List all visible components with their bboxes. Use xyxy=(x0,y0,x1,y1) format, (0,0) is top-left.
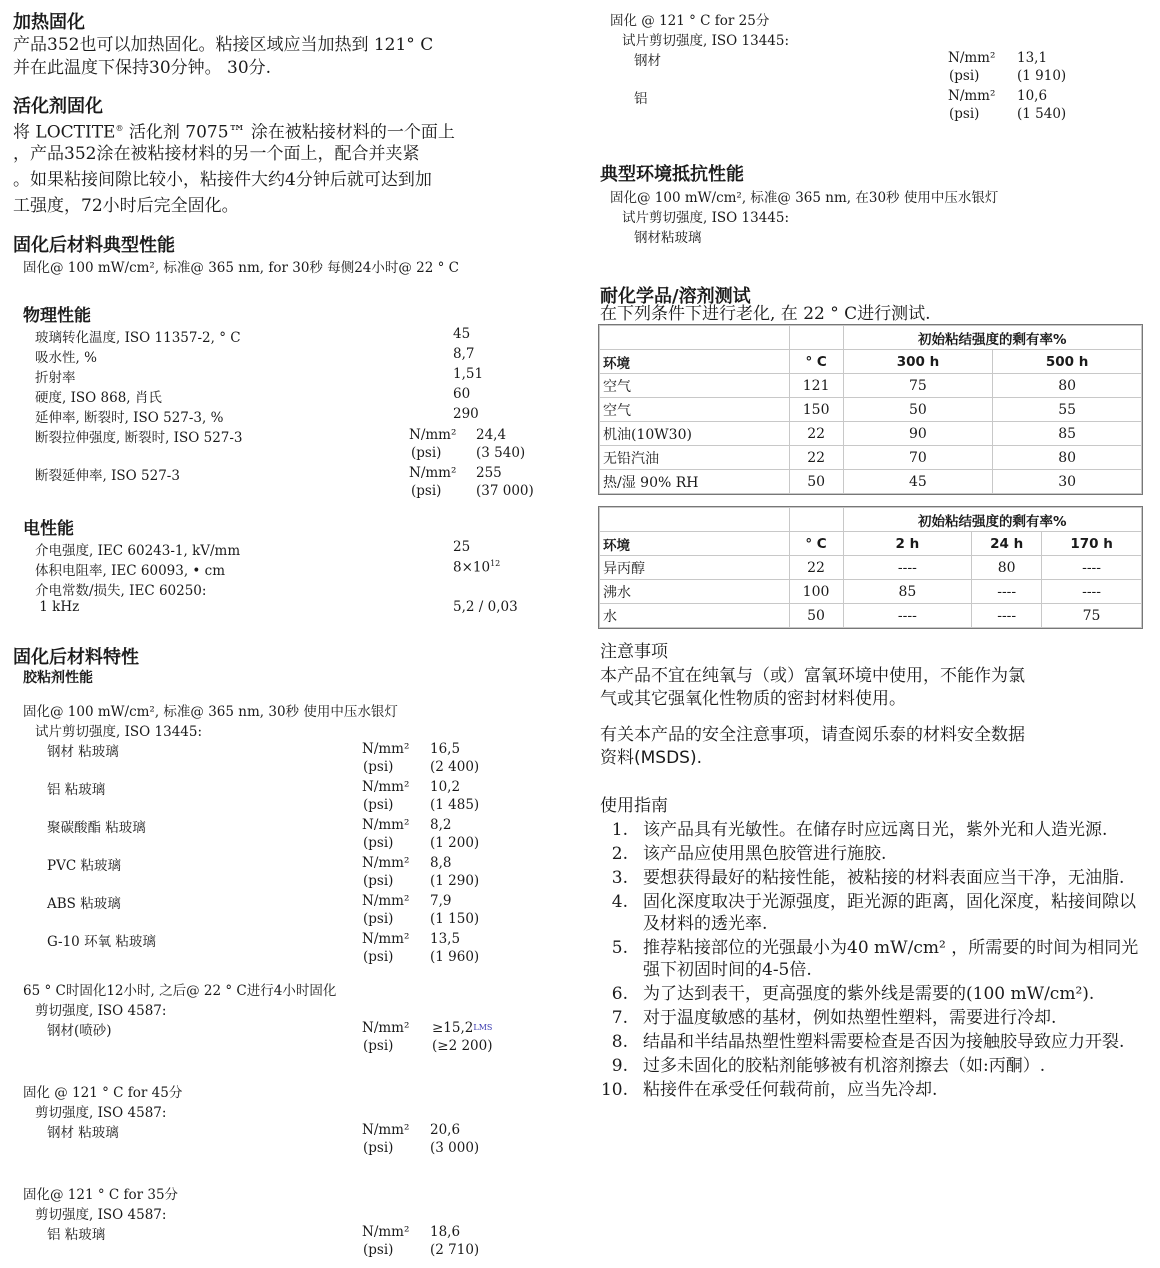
shear-row-label: G-10 环氧 粘玻璃 xyxy=(47,934,156,950)
resistivity-base: 8×10 xyxy=(453,559,491,576)
column-header: ° C xyxy=(789,532,843,556)
unit-nmm2: N/mm² xyxy=(362,1122,410,1138)
list-item xyxy=(600,937,1145,981)
cure-65-label: 钢材(喷砂) xyxy=(47,1023,112,1039)
list-item xyxy=(600,867,1145,889)
item-text: 固化深度取决于光源强度，距光源的距离，固化深度，粘接间隙以及材料的透光率. xyxy=(643,892,1136,934)
table-cell: 22 xyxy=(789,556,843,580)
cure-25-label: 铝 xyxy=(634,91,648,107)
cure-45-test: 剪切强度, ISO 4587: xyxy=(35,1105,167,1121)
physical-row-label: 玻璃转化温度, ISO 11357-2, ° C xyxy=(35,330,241,346)
loctite-text: 将 LOCTITE xyxy=(13,122,116,143)
list-item xyxy=(600,1055,1145,1077)
physical-row-value: 290 xyxy=(453,406,479,422)
item-text: 结晶和半结晶热塑性塑料需要检查是否因为接触胶导致应力开裂. xyxy=(643,1032,1125,1052)
activator-cure-line4: 工强度，72小时后完全固化。 xyxy=(13,196,239,216)
resistivity-exponent: 12 xyxy=(490,559,501,568)
item-text: 过多未固化的胶粘剂能够被有机溶剂擦去（如:丙酮）. xyxy=(643,1056,1046,1076)
table-row xyxy=(600,446,1142,470)
cure-35-label: 铝 粘玻璃 xyxy=(47,1227,106,1243)
unit-psi: (psi) xyxy=(363,873,394,889)
unit-nmm2: N/mm² xyxy=(362,817,410,833)
table-cell: 空气 xyxy=(600,398,790,422)
activator-cure-title: 活化剂固化 xyxy=(13,96,103,117)
cure-45-condition: 固化 @ 121 ° C for 45分 xyxy=(23,1085,183,1101)
table-cell: 85 xyxy=(843,580,972,604)
table-row xyxy=(600,580,1142,604)
table-cell: 22 xyxy=(789,422,843,446)
table-cell xyxy=(789,326,843,350)
activator-text: 活化剂 7075™ 涂在被粘接材料的一个面上 xyxy=(123,122,455,143)
table-cell: 55 xyxy=(993,398,1142,422)
value-nmm2: 255 xyxy=(476,465,502,481)
cured-typical-condition: 固化@ 100 mW/cm², 标准@ 365 nm, for 30秒 每侧24小时@ 22 ° C xyxy=(23,260,460,276)
value-nmm2: 8,8 xyxy=(430,855,452,871)
list-item xyxy=(600,891,1145,935)
physical-dual-label: 断裂拉伸强度, 断裂时, ISO 527-3 xyxy=(35,430,243,446)
shear-row-label: ABS 粘玻璃 xyxy=(47,896,121,912)
physical-row-label: 折射率 xyxy=(35,370,76,386)
cure-65-condition: 65 ° C时固化12小时, 之后@ 22 ° C进行4小时固化 xyxy=(23,983,337,999)
physical-row-label: 硬度, ISO 868, 肖氏 xyxy=(35,390,162,406)
column-header: 环境 xyxy=(600,350,790,374)
unit-nmm2: N/mm² xyxy=(409,465,457,481)
unit-psi: (psi) xyxy=(363,949,394,965)
heat-cure-line2: 并在此温度下保持30分钟。 30分. xyxy=(13,58,272,78)
table-cell: 50 xyxy=(789,604,843,628)
cured-props-title: 固化后材料特性 xyxy=(13,647,139,668)
activator-cure-line2: ，产品352涂在被粘接材料的另一个面上，配合并夹紧 xyxy=(13,144,420,164)
item-number: 8. xyxy=(611,1032,628,1052)
column-header: 环境 xyxy=(600,532,790,556)
caution-para1-line2: 气或其它强氧化性物质的密封材料使用。 xyxy=(600,689,906,709)
value-nmm2 xyxy=(432,1019,492,1037)
value-nmm2: 24,4 xyxy=(476,427,507,443)
item-number: 5. xyxy=(611,938,628,958)
table-cell: 121 xyxy=(789,374,843,398)
table-cell: 热/湿 90% RH xyxy=(600,470,790,494)
physical-row-value: 60 xyxy=(453,386,471,402)
table-cell: 22 xyxy=(789,446,843,470)
value-nmm2: 18,6 xyxy=(430,1224,461,1240)
value-psi: (37 000) xyxy=(476,483,534,499)
physical-row-label: 吸水性, % xyxy=(35,350,97,366)
unit-psi: (psi) xyxy=(363,835,394,851)
value-nmm2: 10,2 xyxy=(430,779,461,795)
group-header: 初始粘结强度的剩有率% xyxy=(843,326,1141,350)
cure-45-label: 钢材 粘玻璃 xyxy=(47,1125,119,1141)
cure-25-condition: 固化 @ 121 ° C for 25分 xyxy=(610,13,770,29)
value-psi: (≥2 200) xyxy=(432,1038,493,1054)
list-item xyxy=(600,1007,1145,1029)
electrical-row-value: 5,2 / 0,03 xyxy=(453,599,518,615)
value-psi: (1 200) xyxy=(430,835,480,851)
table-row xyxy=(600,422,1142,446)
group-header: 初始粘结强度的剩有率% xyxy=(843,508,1141,532)
chem-table-2 xyxy=(599,507,1142,628)
value-nmm2: 7,9 xyxy=(430,893,452,909)
physical-dual-label: 断裂延伸率, ISO 527-3 xyxy=(35,468,180,484)
unit-nmm2: N/mm² xyxy=(362,855,410,871)
unit-nmm2: N/mm² xyxy=(362,779,410,795)
list-item xyxy=(600,983,1145,1005)
item-text: 推荐粘接部位的光强最小为40 mW/cm² ，所需要的时间为相同光强下初固时间的4-5倍. xyxy=(643,938,1139,980)
table-cell xyxy=(600,326,790,350)
table-cell: ---- xyxy=(972,604,1042,628)
chem-table-1 xyxy=(599,325,1142,494)
table-row xyxy=(600,470,1142,494)
item-text: 粘接件在承受任何载荷前，应当先冷却. xyxy=(643,1080,938,1100)
value-psi: (3 540) xyxy=(476,445,526,461)
physical-title: 物理性能 xyxy=(23,306,91,326)
cured-props-test: 试片剪切强度, ISO 13445: xyxy=(35,724,203,740)
item-text: 该产品应使用黑色胶管进行施胶. xyxy=(643,844,887,864)
unit-nmm2: N/mm² xyxy=(362,1020,410,1036)
value-psi: (3 000) xyxy=(430,1140,480,1156)
cured-props-subtitle: 胶粘剂性能 xyxy=(23,670,93,686)
table-cell: 机油(10W30) xyxy=(600,422,790,446)
caution-para2-line1: 有关本产品的安全注意事项，请查阅乐泰的材料安全数据 xyxy=(600,725,1025,745)
unit-nmm2: N/mm² xyxy=(948,50,996,66)
table-cell xyxy=(600,508,790,532)
value-nmm2: 16,5 xyxy=(430,741,461,757)
table-cell: 150 xyxy=(789,398,843,422)
table-cell: ---- xyxy=(843,604,972,628)
table-row xyxy=(600,398,1142,422)
table-cell: 90 xyxy=(843,422,993,446)
heat-cure-title: 加热固化 xyxy=(13,12,85,33)
cure-25-test: 试片剪切强度, ISO 13445: xyxy=(622,33,790,49)
list-item xyxy=(600,819,1145,841)
table-row xyxy=(600,556,1142,580)
env-resistance-label: 钢材粘玻璃 xyxy=(634,230,702,246)
unit-psi: (psi) xyxy=(363,759,394,775)
list-item xyxy=(600,1079,1145,1101)
item-number: 1. xyxy=(611,820,628,840)
env-resistance-test: 试片剪切强度, ISO 13445: xyxy=(622,210,790,226)
table-row xyxy=(600,604,1142,628)
unit-nmm2: N/mm² xyxy=(362,741,410,757)
table-cell: 75 xyxy=(843,374,993,398)
unit-psi: (psi) xyxy=(949,106,980,122)
chem-subtitle: 在下列条件下进行老化, 在 22 ° C进行测试. xyxy=(600,304,931,324)
electrical-row-label: 体积电阻率, IEC 60093, • cm xyxy=(35,563,226,579)
env-resistance-title: 典型环境抵抗性能 xyxy=(600,164,744,185)
physical-row-value: 8,7 xyxy=(453,346,475,362)
physical-row-label: 延伸率, 断裂时, ISO 527-3, % xyxy=(35,410,224,426)
unit-nmm2: N/mm² xyxy=(362,1224,410,1240)
table-cell: 沸水 xyxy=(600,580,790,604)
value-nmm2: 13,5 xyxy=(430,931,461,947)
table-cell: 45 xyxy=(843,470,993,494)
value-nmm2: 20,6 xyxy=(430,1122,461,1138)
column-header: 500 h xyxy=(993,350,1142,374)
cured-props-condition: 固化@ 100 mW/cm², 标准@ 365 nm, 30秒 使用中压水银灯 xyxy=(23,704,398,720)
table-cell: 无铅汽油 xyxy=(600,446,790,470)
item-number: 4. xyxy=(611,892,628,912)
unit-psi: (psi) xyxy=(363,911,394,927)
column-header: 300 h xyxy=(843,350,993,374)
guide-list xyxy=(600,819,1145,1103)
value-psi: (1 150) xyxy=(430,911,480,927)
table-header-row xyxy=(600,350,1142,374)
lms-superscript: LMS xyxy=(473,1023,493,1032)
table-header-row xyxy=(600,326,1142,350)
column-header: 24 h xyxy=(972,532,1042,556)
value-psi: (2 400) xyxy=(430,759,480,775)
value-psi: (1 290) xyxy=(430,873,480,889)
item-text: 为了达到表干，更高强度的紫外线是需要的(100 mW/cm²). xyxy=(643,984,1095,1004)
unit-nmm2: N/mm² xyxy=(409,427,457,443)
activator-cure-line3: 。如果粘接间隙比较小，粘接件大约4分钟后就可达到加 xyxy=(13,170,432,190)
column-header: ° C xyxy=(789,350,843,374)
value-psi: (1 485) xyxy=(430,797,480,813)
env-resistance-condition: 固化@ 100 mW/cm², 标准@ 365 nm, 在30秒 使用中压水银灯 xyxy=(610,190,999,206)
value-psi: (2 710) xyxy=(430,1242,480,1258)
unit-nmm2: N/mm² xyxy=(948,88,996,104)
item-number: 7. xyxy=(611,1008,628,1028)
electrical-row-value: 25 xyxy=(453,539,471,555)
unit-psi: (psi) xyxy=(363,1242,394,1258)
caution-para1-line1: 本产品不宜在纯氧与（或）富氧环境中使用，不能作为氯 xyxy=(600,666,1025,686)
heat-cure-line1: 产品352也可以加热固化。粘接区域应当加热到 121° C xyxy=(13,35,434,55)
item-number: 2. xyxy=(611,844,628,864)
shear-row-label: 钢材 粘玻璃 xyxy=(47,744,119,760)
table-row xyxy=(600,374,1142,398)
electrical-row-value xyxy=(453,559,500,576)
unit-psi: (psi) xyxy=(411,445,442,461)
caution-para2-line2: 资料(MSDS). xyxy=(600,748,703,768)
cure-35-test: 剪切强度, ISO 4587: xyxy=(35,1207,167,1223)
unit-nmm2: N/mm² xyxy=(362,931,410,947)
table-cell: 50 xyxy=(843,398,993,422)
activator-cure-line1 xyxy=(13,117,455,145)
table-cell: 异丙醇 xyxy=(600,556,790,580)
registered-mark: ® xyxy=(115,124,124,133)
table-header-row xyxy=(600,532,1142,556)
item-number: 6. xyxy=(611,984,628,1004)
table-cell: ---- xyxy=(972,580,1042,604)
unit-psi: (psi) xyxy=(411,483,442,499)
cure-35-condition: 固化@ 121 ° C for 35分 xyxy=(23,1187,179,1203)
value-psi: (1 540) xyxy=(1017,106,1067,122)
electrical-row-label: 1 kHz xyxy=(35,599,80,615)
unit-nmm2: N/mm² xyxy=(362,893,410,909)
item-number: 3. xyxy=(611,868,628,888)
table-cell: 80 xyxy=(993,446,1142,470)
item-text: 该产品具有光敏性。在储存时应远离日光，紫外光和人造光源. xyxy=(643,820,1108,840)
item-number: 10. xyxy=(600,1080,628,1100)
column-header: 2 h xyxy=(843,532,972,556)
unit-psi: (psi) xyxy=(363,797,394,813)
table-cell: 70 xyxy=(843,446,993,470)
list-item xyxy=(600,1031,1145,1053)
value-nmm2: 13,1 xyxy=(1017,50,1048,66)
item-text: 对于温度敏感的基材，例如热塑性塑料，需要进行冷却. xyxy=(643,1008,1057,1028)
shear-row-label: 铝 粘玻璃 xyxy=(47,782,106,798)
value-psi: (1 960) xyxy=(430,949,480,965)
table-cell: 75 xyxy=(1042,604,1142,628)
list-item xyxy=(600,843,1145,865)
item-text: 要想获得最好的粘接性能，被粘接的材料表面应当干净，无油脂. xyxy=(643,868,1125,888)
table-cell: 80 xyxy=(972,556,1042,580)
unit-psi: (psi) xyxy=(363,1038,394,1054)
table-cell: 100 xyxy=(789,580,843,604)
electrical-row-label: 介电常数/损失, IEC 60250: xyxy=(35,583,207,599)
unit-psi: (psi) xyxy=(363,1140,394,1156)
item-number: 9. xyxy=(611,1056,628,1076)
caution-title: 注意事项 xyxy=(600,642,668,662)
table-cell: 50 xyxy=(789,470,843,494)
unit-psi: (psi) xyxy=(949,68,980,84)
physical-row-value: 1,51 xyxy=(453,366,484,382)
table-cell: 空气 xyxy=(600,374,790,398)
table-cell: 80 xyxy=(993,374,1142,398)
chem-title: 耐化学品/溶剂测试 xyxy=(600,286,751,307)
value-nmm2: 10,6 xyxy=(1017,88,1048,104)
guide-title: 使用指南 xyxy=(600,796,668,816)
electrical-row-label: 介电强度, IEC 60243-1, kV/mm xyxy=(35,543,241,559)
value-text: ≥15,2 xyxy=(432,1020,474,1036)
table-header-row xyxy=(600,508,1142,532)
table-cell: ---- xyxy=(1042,556,1142,580)
value-nmm2: 8,2 xyxy=(430,817,452,833)
table-cell: 85 xyxy=(993,422,1142,446)
table-cell xyxy=(789,508,843,532)
table-cell: ---- xyxy=(1042,580,1142,604)
cure-25-label: 钢材 xyxy=(634,53,661,69)
table-cell: 水 xyxy=(600,604,790,628)
shear-row-label: PVC 粘玻璃 xyxy=(47,858,121,874)
table-cell: ---- xyxy=(843,556,972,580)
physical-row-value: 45 xyxy=(453,326,471,342)
shear-row-label: 聚碳酸酯 粘玻璃 xyxy=(47,820,146,836)
cured-typical-title: 固化后材料典型性能 xyxy=(13,235,175,256)
table-cell: 30 xyxy=(993,470,1142,494)
column-header: 170 h xyxy=(1042,532,1142,556)
value-psi: (1 910) xyxy=(1017,68,1067,84)
electrical-title: 电性能 xyxy=(23,519,74,539)
cure-65-test: 剪切强度, ISO 4587: xyxy=(35,1003,167,1019)
